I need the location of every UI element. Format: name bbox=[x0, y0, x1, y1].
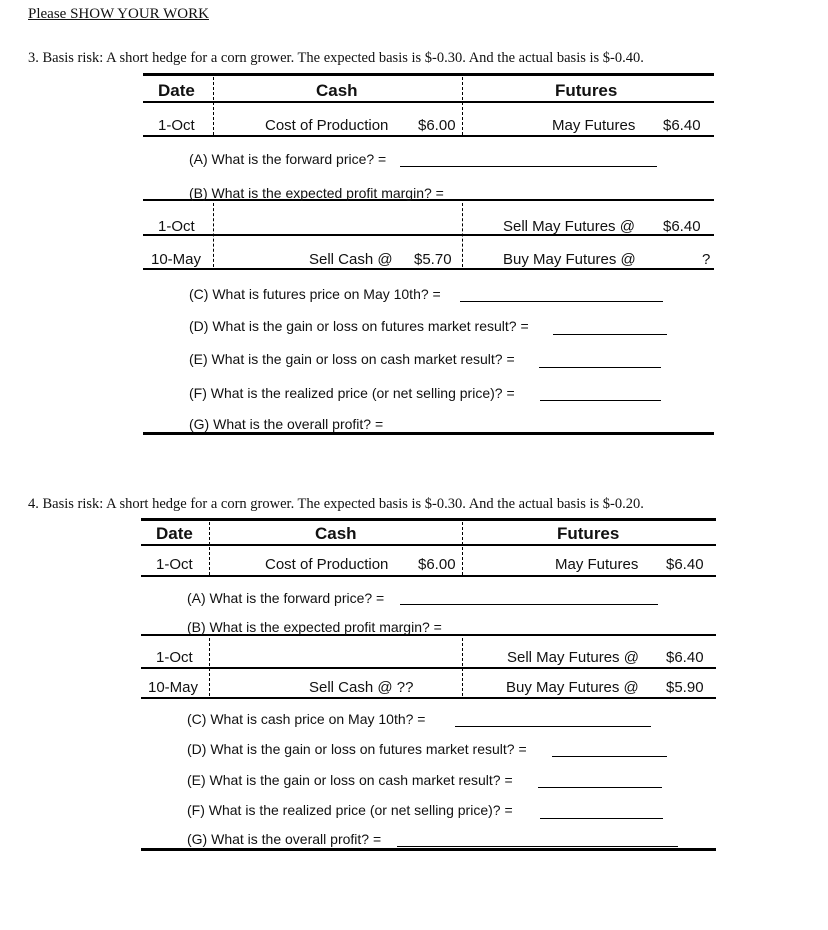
row3-futures-label: Buy May Futures @ bbox=[506, 679, 639, 696]
question-f: (F) What is the realized price (or net selling price)? = bbox=[187, 802, 513, 818]
answer-blank-d[interactable] bbox=[553, 334, 667, 335]
row2-futures-label: Sell May Futures @ bbox=[503, 218, 635, 235]
row-rule bbox=[141, 697, 716, 699]
row1-cash-label: Cost of Production bbox=[265, 117, 389, 134]
column-header-cash: Cash bbox=[316, 81, 358, 100]
row3-date: 10-May bbox=[148, 679, 199, 696]
question-a: (A) What is the forward price? = bbox=[189, 151, 387, 167]
question-e: (E) What is the gain or loss on cash market result? = bbox=[187, 772, 513, 788]
answer-blank-c[interactable] bbox=[460, 301, 663, 302]
column-divider bbox=[462, 203, 463, 267]
table-top-rule bbox=[143, 73, 714, 76]
question-b: (B) What is the expected profit margin? = bbox=[187, 619, 442, 635]
row-rule bbox=[143, 135, 714, 137]
row-rule bbox=[141, 667, 716, 669]
question-g: (G) What is the overall profit? = bbox=[189, 416, 384, 432]
row-rule bbox=[143, 268, 714, 270]
column-divider bbox=[462, 77, 463, 135]
row3-futures-label: Buy May Futures @ bbox=[503, 251, 636, 268]
row3-cash-label: Sell Cash @ bbox=[309, 251, 393, 268]
row3-cash-value: $5.70 bbox=[414, 251, 452, 268]
answer-blank-b[interactable] bbox=[461, 634, 653, 635]
column-header-date: Date bbox=[158, 81, 195, 100]
question-a: (A) What is the forward price? = bbox=[187, 590, 385, 606]
row1-cash-value: $6.00 bbox=[418, 556, 456, 573]
answer-blank-e[interactable] bbox=[538, 787, 662, 788]
column-divider bbox=[462, 638, 463, 696]
page-header: Please SHOW YOUR WORK bbox=[28, 6, 209, 22]
header-rule bbox=[141, 544, 716, 546]
row-rule bbox=[141, 575, 716, 577]
row1-futures-label: May Futures bbox=[555, 556, 639, 573]
row1-futures-label: May Futures bbox=[552, 117, 636, 134]
answer-blank-e[interactable] bbox=[539, 367, 661, 368]
answer-blank-a[interactable] bbox=[400, 166, 657, 167]
row1-cash-label: Cost of Production bbox=[265, 556, 389, 573]
row1-futures-value: $6.40 bbox=[666, 556, 704, 573]
table-bottom-rule bbox=[141, 848, 716, 851]
answer-blank-f[interactable] bbox=[540, 818, 663, 819]
question-e: (E) What is the gain or loss on cash market result? = bbox=[189, 351, 515, 367]
table-bottom-rule bbox=[143, 432, 714, 435]
row2-futures-value: $6.40 bbox=[663, 218, 701, 235]
question-d: (D) What is the gain or loss on futures market result? = bbox=[187, 741, 527, 757]
row3-date: 10-May bbox=[151, 251, 202, 268]
column-divider bbox=[462, 522, 463, 575]
row1-cash-value: $6.00 bbox=[418, 117, 456, 134]
question-f: (F) What is the realized price (or net selling price)? = bbox=[189, 385, 515, 401]
column-header-cash: Cash bbox=[315, 524, 357, 543]
problem-3-title: 3. Basis risk: A short hedge for a corn grower. The expected basis is $-0.30. And the actual basis is $-0.40. bbox=[28, 50, 644, 66]
column-divider bbox=[213, 77, 214, 135]
column-divider bbox=[213, 203, 214, 267]
column-header-futures: Futures bbox=[555, 81, 618, 100]
answer-blank-b[interactable] bbox=[461, 199, 651, 200]
header-rule bbox=[143, 101, 714, 103]
table-top-rule bbox=[141, 518, 716, 521]
column-divider bbox=[209, 638, 210, 696]
answer-blank-c[interactable] bbox=[455, 726, 651, 727]
row3-futures-value: $5.90 bbox=[666, 679, 704, 696]
question-g: (G) What is the overall profit? = bbox=[187, 831, 382, 847]
column-divider bbox=[209, 522, 210, 575]
answer-blank-f[interactable] bbox=[540, 400, 661, 401]
answer-blank-g[interactable] bbox=[397, 846, 678, 847]
column-header-futures: Futures bbox=[557, 524, 620, 543]
question-c: (C) What is cash price on May 10th? = bbox=[187, 711, 426, 727]
answer-blank-a[interactable] bbox=[400, 604, 658, 605]
problem-4-title: 4. Basis risk: A short hedge for a corn grower. The expected basis is $-0.30. And the actual basis is $-0.20. bbox=[28, 496, 644, 512]
row1-date: 1-Oct bbox=[158, 117, 195, 134]
question-c: (C) What is futures price on May 10th? = bbox=[189, 286, 441, 302]
question-d: (D) What is the gain or loss on futures market result? = bbox=[189, 318, 529, 334]
row2-futures-value: $6.40 bbox=[666, 649, 704, 666]
row3-cash-label: Sell Cash @ ?? bbox=[309, 679, 414, 696]
row3-futures-value: ? bbox=[702, 251, 711, 268]
row2-date: 1-Oct bbox=[156, 649, 193, 666]
row1-date: 1-Oct bbox=[156, 556, 193, 573]
row1-futures-value: $6.40 bbox=[663, 117, 701, 134]
row2-date: 1-Oct bbox=[158, 218, 195, 235]
question-b: (B) What is the expected profit margin? = bbox=[189, 185, 444, 201]
row2-futures-label: Sell May Futures @ bbox=[507, 649, 639, 666]
column-header-date: Date bbox=[156, 524, 193, 543]
answer-blank-d[interactable] bbox=[552, 756, 667, 757]
